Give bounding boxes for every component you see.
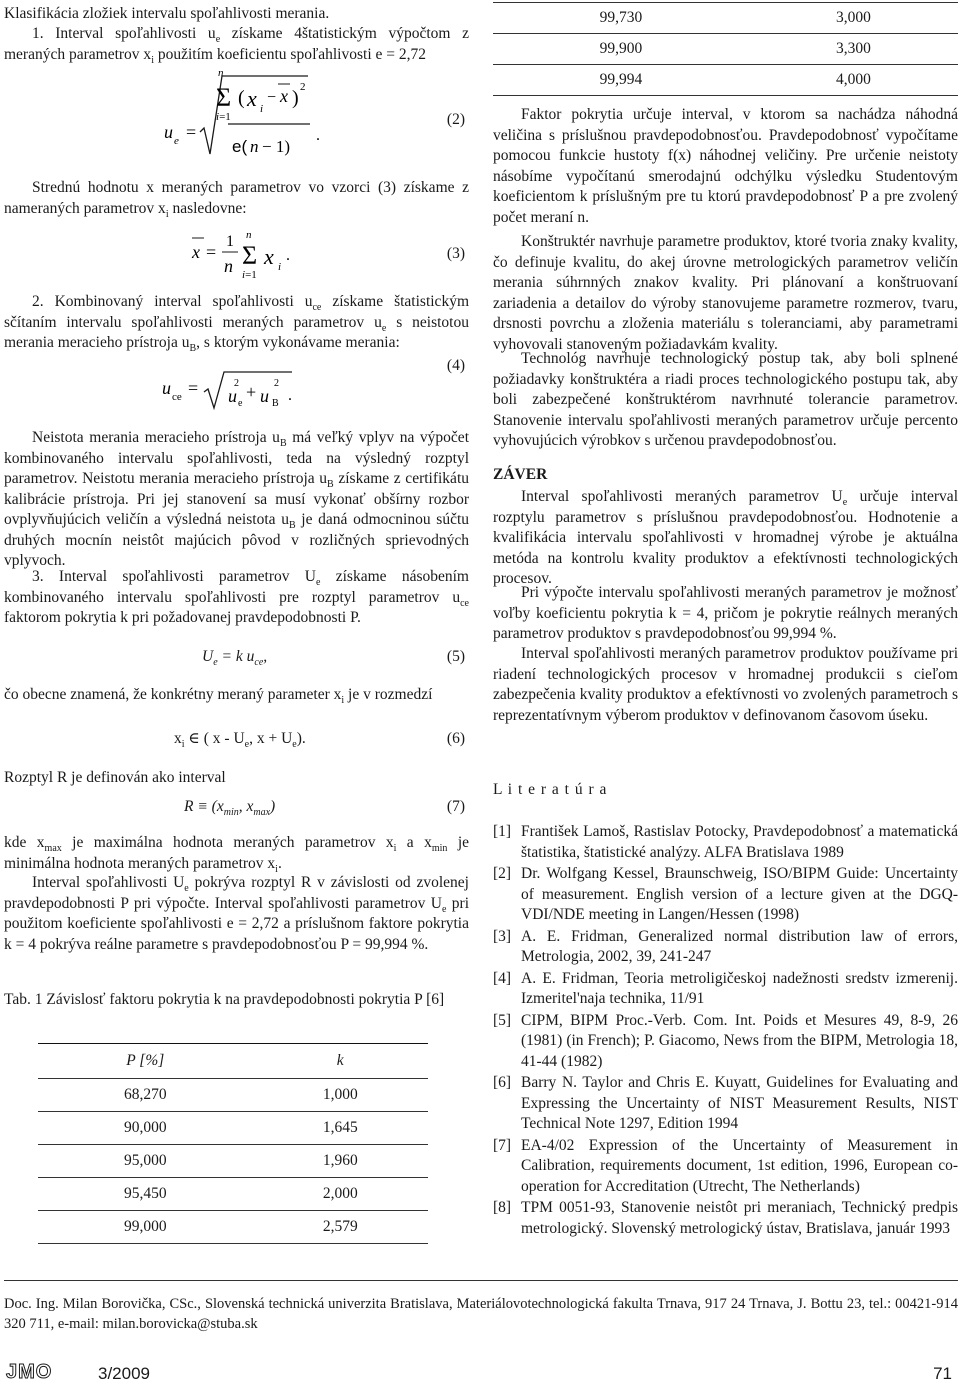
equation-6	[4, 729, 469, 751]
table-row	[38, 1112, 428, 1145]
svg-text:Σ: Σ	[242, 241, 258, 270]
table-cell: 68,270	[38, 1079, 253, 1112]
svg-text:n: n	[224, 256, 233, 276]
footer-divider	[4, 1280, 958, 1281]
svg-text:i=1: i=1	[242, 269, 257, 281]
svg-text:.: .	[316, 127, 320, 144]
table-cell: 99,730	[493, 3, 749, 34]
table-cell: 2,000	[253, 1178, 429, 1211]
table-caption: Tab. 1 Závislosť faktoru pokrytia k na pravdepodobnosti pokrytia P [6]	[4, 991, 445, 1008]
paragraph-2: Strednú hodnotu x meraných parametrov vo vzorci (3) získame z nameraných parametrov $x_i$ nasledovne:	[4, 179, 469, 220]
paragraph-1: 1. Interval spoľahlivosti $u_e$ získame 4štatistickým výpočtom z meraných parametrov $x_i$ použitím koeficientu spoľahlivosti e = 2,72	[4, 25, 469, 66]
svg-text:i: i	[260, 103, 264, 115]
svg-text:(: (	[238, 87, 245, 109]
equation-2	[4, 62, 469, 162]
table-header-p: P [%]	[38, 1044, 253, 1079]
svg-text:Σ: Σ	[216, 83, 232, 112]
coverage-table-part-2	[493, 2, 958, 96]
paragraph-heading: Klasifikácia zložiek intervalu spoľahlivosti merania.	[4, 5, 330, 22]
table-row	[38, 1145, 428, 1178]
reference-item: [8] TPM 0051-93, Stanovenie neistôt pri meraniach, Technický predpis metrologický. Slovenský metrologický ústav, Bratislava, január 1993	[493, 1199, 958, 1237]
svg-text:e(: e(	[232, 137, 248, 156]
equation-5	[4, 647, 469, 669]
section-heading-literatura: L i t e r a t ú r a	[493, 781, 608, 798]
table-cell: 99,994	[493, 65, 749, 96]
table-cell: 99,000	[38, 1211, 253, 1244]
equation-4-formula	[154, 362, 374, 412]
page-footer	[0, 1362, 960, 1388]
equation-3-formula	[184, 226, 344, 286]
table-cell: 1,960	[253, 1145, 429, 1178]
svg-text:2: 2	[234, 378, 239, 389]
paragraph-z2: Pri výpočte intervalu spoľahlivosti meraných parametrov je možnosť voľby koeficientu pokrytia k = 4, pričom je pokrytie reálnych meraných parametrov produktov s pravdepodobnosťou 99,994 %.	[493, 584, 958, 642]
svg-text:i=1: i=1	[216, 111, 231, 123]
svg-text:−: −	[267, 89, 277, 106]
svg-text:x: x	[192, 242, 200, 262]
table-row	[493, 3, 958, 34]
table-row	[493, 65, 958, 96]
paragraph-3: 2. Kombinovaný interval spoľahlivosti $u_{ce}$ získame štatistickým sčítaním intervalu spoľahlivosti meraných parametrov $u_e$ s neistotou merania meracieho prístroja $u_B$, s ktorým vykonávame merania:	[4, 293, 469, 355]
paragraph-r1: Faktor pokrytia určuje interval, v ktorom sa nachádza náhodná veličina s príslušnou pravdepodobnosťou. Pravdepodobnosť vypočítame pomocou funkcie hustoty f(x) náhodnej veličiny. Pre určenie neistoty násobíme vypočítanú smerodajnú odchýlku výsledku Studentovým koeficientom k príslušným pre tu ktorú pravdepodobnosť P a pre zvolený počet meraní n.	[493, 106, 958, 226]
paragraph-z1: Interval spoľahlivosti meraných parametrov $U_e$ určuje interval rozptylu parametrov s príslušnou pravdepodobnosťou. Hodnotenie a kvalifikácia intervalu spoľahlivosti v hromadnej výrobe je aktuálna metóda na kontrolu kvality produktov a efektívnosti technologických procesov.	[493, 488, 958, 587]
table-cell: 2,579	[253, 1211, 429, 1244]
equation-2-number: (2)	[446, 111, 465, 128]
paragraph-6: čo obecne znamená, že konkrétny meraný parameter $x_i$ je v rozmedzí	[4, 686, 433, 707]
svg-text:B: B	[272, 398, 279, 409]
paragraph-r2: Konštruktér navrhuje parametre produktov, ktoré tvoria znaky kvality, čo definuje kvalitu, do akej úrovne metrologických parametrov veličín merania súhrnných znakov kvality. Pri plánovaní a konštruovaní zariadenia a detailov do výroby stanovujeme parametre rozmerov, tvaru, drsnosti povrchu a zloženia materiálu s toleranciami, aby parametrami vyhovovali stanoveným požiadavkám kvality.	[493, 233, 958, 353]
svg-text:x: x	[264, 244, 274, 269]
reference-item: [1] František Lamoš, Rastislav Potocky, Pravdepodobnosť a matematická štatistika, štatistické analýzy. ALFA Bratislava 1989	[493, 823, 958, 861]
paragraph-9: Interval spoľahlivosti $U_e$ pokrýva rozptyl R v závislosti od zvolenej pravdepodobnosti P pri výpočte. Interval spoľahlivosti parametrov $U_e$ pri použitom koeficiente spoľahlivosti e = 2,72 a príslušnom faktore pokrytia k = 4 pokrýva reálne parametre s pravdepodobnosťou P = 99,994 %.	[4, 874, 469, 953]
table-cell: 4,000	[749, 65, 958, 96]
svg-text:ce: ce	[172, 391, 182, 403]
svg-text:=: =	[206, 242, 217, 262]
svg-text:u: u	[260, 386, 269, 406]
table-cell: 1,000	[253, 1079, 429, 1112]
table-cell: 95,000	[38, 1145, 253, 1178]
svg-text:.: .	[288, 387, 292, 404]
svg-text:=: =	[186, 122, 197, 142]
equation-4	[4, 357, 469, 412]
table-cell: 90,000	[38, 1112, 253, 1145]
equation-5-number: (5)	[446, 648, 465, 665]
table-cell: 99,900	[493, 34, 749, 65]
svg-text:u: u	[162, 378, 171, 398]
page-number: 71	[933, 1364, 952, 1383]
reference-item: [6] Barry N. Taylor and Chris E. Kuyatt, Guidelines for Evaluating and Expressing the Uncertainty of NIST Measurement Results, NIST Technical Note 1297, Edition 1994	[493, 1074, 958, 1132]
reference-item: [4] A. E. Fridman, Teoria metroligičeskoj nadežnosti sredstv izmerenij. Izmeritel'naja technika, 11/91	[493, 969, 958, 1007]
svg-text:e: e	[238, 398, 243, 409]
svg-text:x: x	[280, 86, 288, 106]
svg-text:u: u	[164, 122, 173, 142]
equation-6-number: (6)	[446, 730, 465, 747]
coverage-table-part-1	[38, 1043, 428, 1244]
svg-text:+: +	[246, 382, 257, 402]
table-header-row	[38, 1044, 428, 1079]
svg-text:2: 2	[300, 81, 306, 93]
table-row	[38, 1079, 428, 1112]
svg-text:− 1): − 1)	[262, 137, 290, 156]
reference-item: [7] EA-4/02 Expression of the Uncertainty of Measurement in Calibration, requirements document, 1st edition, 1996, European co-operation for Accreditation (Utrecht, The Netherlands)	[493, 1136, 958, 1195]
svg-text:n: n	[218, 67, 224, 79]
table-cell: 3,300	[749, 34, 958, 65]
table-cell: 1,645	[253, 1112, 429, 1145]
table-row	[493, 34, 958, 65]
table-cell: 95,450	[38, 1178, 253, 1211]
reference-item: [5] CIPM, BIPM Proc.-Verb. Com. Int. Poids et Mesures 49, 8-9, 26 (1981) (in French); P. Giacomo, News from the BIPM, Metrologia 18, 41-44 (1982)	[493, 1011, 958, 1070]
svg-text:x: x	[247, 86, 257, 111]
table-row	[38, 1178, 428, 1211]
equation-3	[4, 226, 469, 286]
svg-text:e: e	[174, 135, 179, 147]
equation-3-number: (3)	[446, 245, 465, 262]
paragraph-z3: Interval spoľahlivosti meraných parametrov produktov používame pri riadení technologických procesov v hromadnej produkcii s cieľom zabezpečenia kvality produktov a efektívnosti vo zvolených parametroch s reprezentatívnym výberom produktov v definovanom časovom úseku.	[493, 645, 958, 724]
svg-text:): )	[292, 87, 299, 109]
paragraph-7: Rozptyl R je definován ako interval	[4, 769, 226, 786]
svg-text:u: u	[228, 386, 237, 406]
reference-list	[493, 822, 958, 1240]
svg-text:2: 2	[274, 378, 279, 389]
paragraph-5: 3. Interval spoľahlivosti parametrov $U_e$ získame násobením kombinovaného intervalu spoľahlivosti pre rozptyl parametrov $u_{ce}$ faktorom pokrytia k pri požadovanej pravdepodobnosti P.	[4, 568, 469, 626]
equation-6-formula: $x_i$ ∈ ( x - $U_e$, $x + U_e$).	[174, 730, 306, 751]
svg-text:=: =	[188, 378, 199, 398]
equation-5-formula: $U_e = k$ $u_{ce}$,	[202, 648, 268, 669]
author-affiliation: Doc. Ing. Milan Borovička, CSc., Slovenská technická univerzita Bratislava, Materiálovotechnologická fakulta Trnava, 917 24 Trnava, J. Bottu 23, tel.: 00421-914 320 711, e-mail: milan.borovicka@stuba.sk	[4, 1296, 958, 1332]
reference-item: [2] Dr. Wolfgang Kessel, Braunschweig, ISO/BIPM Guide: Uncertainty of measurement. English version of a lecture given at the DGQ-VDI/NDE meeting in Langen/Hessen (1998)	[493, 865, 958, 923]
equation-7-number: (7)	[446, 798, 465, 815]
equation-7-formula: $R \equiv (x_{min}$, $x_{max}$)	[184, 798, 276, 819]
paragraph-8: kde $x_{max}$ je maximálna hodnota meraných parametrov $x_i$ a $x_{min}$ je minimálna hodnota meraných parametrov $x_i$.	[4, 834, 470, 875]
equation-4-number: (4)	[446, 357, 465, 374]
paragraph-r3: Technológ navrhuje technologický postup tak, aby boli splnené požiadavky konštruktéra a riadi proces technologického postupu tak, aby boli zabezpečené konštruktérom navrhnuté tolerancie parametrov. Stanovenie intervalu spoľahlivosti meraných parametrov určuje percento vyhovujúcich výrobkov s určenou pravdepodobnosťou.	[493, 350, 958, 449]
svg-text:n: n	[246, 229, 252, 241]
section-heading-zaver: ZÁVER	[493, 466, 548, 483]
issue-number: 3/2009	[98, 1364, 150, 1383]
table-cell: 3,000	[749, 3, 958, 34]
svg-text:n: n	[250, 137, 259, 156]
svg-text:.: .	[286, 247, 290, 264]
svg-text:i: i	[278, 261, 282, 273]
table-header-k: k	[253, 1044, 429, 1079]
journal-logo: JMO	[6, 1361, 53, 1383]
equation-7	[4, 797, 469, 819]
paragraph-4: Neistota merania meracieho prístroja $u_B$ má veľký vplyv na výpočet kombinovaného intervalu spoľahlivosti, teda na výsledný rozptyl parametrov. Neistotu merania meracieho prístroja $u_B$ získame z certifikátu kalibrácie prístroja. Pri jej stanovení sa musí vykonať obšírny rozbor ovplyvňujúcich veličín a výsledná neistota $u_B$ je daná odmocninou súčtu druhých mocnín neistôt majúcich pôvod v rozličných sprievodných vplyvoch.	[4, 429, 470, 569]
svg-text:1: 1	[226, 233, 234, 250]
equation-2-formula	[154, 62, 494, 162]
reference-item: [3] A. E. Fridman, Generalized normal distribution law of errors, Metrologia, 2002, 39, 241-247	[493, 927, 958, 965]
table-row	[38, 1211, 428, 1244]
